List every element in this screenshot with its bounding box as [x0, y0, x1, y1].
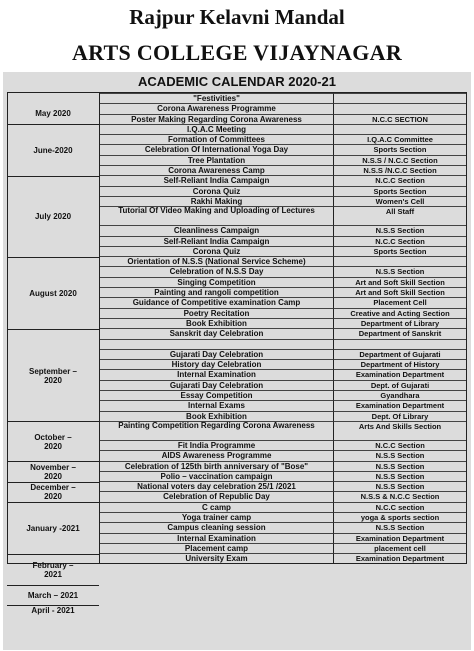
- section-cell: Dept. of Gujarati: [334, 380, 466, 390]
- event-cell: Gujarati Day Celebration: [100, 349, 334, 359]
- month-label: October – 2020: [7, 421, 99, 461]
- event-cell: Rakhi Making: [100, 196, 334, 206]
- section-cell: N.S.S Section: [334, 522, 466, 532]
- section-cell: Creative and Acting Section: [334, 308, 466, 318]
- section-cell: [334, 256, 466, 266]
- section-cell: Department of History: [334, 359, 466, 369]
- event-cell: Essay Competition: [100, 390, 334, 400]
- section-cell: Women's Cell: [334, 196, 466, 206]
- section-cell: Placement Cell: [334, 297, 466, 307]
- section-cell: Examination Department: [334, 400, 466, 410]
- section-cell: Examination Department: [334, 369, 466, 379]
- section-cell: All Staff: [334, 206, 466, 225]
- section-cell: N.S.S Section: [334, 450, 466, 460]
- event-cell: Book Exhibition: [100, 411, 334, 421]
- event-cell: Celebration Of International Yoga Day: [100, 144, 334, 154]
- event-cell: National voters day celebration 25/1 /2021: [100, 481, 334, 491]
- section-cell: Art and Soft Skill Section: [334, 277, 466, 287]
- event-cell: Formation of Committees: [100, 134, 334, 144]
- section-cell: [334, 339, 466, 349]
- section-cell: Gyandhara: [334, 390, 466, 400]
- section-cell: Dept. Of Library: [334, 411, 466, 421]
- section-cell: N.S.S / N.C.C Section: [334, 155, 466, 165]
- event-cell: Internal Examination: [100, 533, 334, 543]
- section-cell: Sports Section: [334, 246, 466, 256]
- event-cell: Celebration of Republic Day: [100, 491, 334, 501]
- section-cell: N.S.S Section: [334, 481, 466, 491]
- event-cell: Gujarati Day Celebration: [100, 380, 334, 390]
- event-cell: Corona Awareness Programme: [100, 103, 334, 113]
- section-cell: Sports Section: [334, 144, 466, 154]
- month-cell: [8, 93, 100, 103]
- section-cell: N.C.C Section: [334, 236, 466, 246]
- college-name: ARTS COLLEGE VIJAYNAGAR: [71, 40, 403, 65]
- event-cell: Corona Awareness Camp: [100, 165, 334, 175]
- event-cell: AIDS Awareness Programme: [100, 450, 334, 460]
- event-cell: Corona Quiz: [100, 246, 334, 256]
- event-cell: [100, 339, 334, 349]
- event-cell: Poetry Recitation: [100, 308, 334, 318]
- event-cell: "Festivities": [100, 93, 334, 103]
- event-cell: Poster Making Regarding Corona Awareness: [100, 114, 334, 124]
- section-cell: placement cell: [334, 543, 466, 553]
- event-cell: Painting Competition Regarding Corona Awareness: [100, 421, 334, 440]
- event-cell: Placement camp: [100, 543, 334, 553]
- section-cell: Department of Sanskrit: [334, 328, 466, 338]
- section-cell: [334, 93, 466, 103]
- section-cell: Examination Department: [334, 553, 466, 563]
- event-cell: Campus cleaning session: [100, 522, 334, 532]
- institution-name: Rajpur Kelavni Mandal: [129, 5, 345, 29]
- section-cell: N.S.S Section: [334, 461, 466, 471]
- event-cell: History day Celebration: [100, 359, 334, 369]
- section-cell: N.C.C SECTION: [334, 114, 466, 124]
- event-cell: Book Exhibition: [100, 318, 334, 328]
- month-label: March – 2021: [7, 585, 99, 606]
- event-cell: Corona Quiz: [100, 186, 334, 196]
- section-cell: N.S.S Section: [334, 471, 466, 481]
- calendar-photo: [3, 72, 471, 650]
- event-cell: Celebration of N.S.S Day: [100, 266, 334, 276]
- event-cell: Tree Plantation: [100, 155, 334, 165]
- section-cell: Department of Library: [334, 318, 466, 328]
- event-cell: University Exam: [100, 553, 334, 563]
- event-cell: Sanskrit day Celebration: [100, 328, 334, 338]
- event-cell: Painting and rangoli competition: [100, 287, 334, 297]
- section-cell: [334, 124, 466, 134]
- month-label: April - 2021: [7, 605, 99, 615]
- section-cell: N.C.C Section: [334, 175, 466, 185]
- event-cell: Self-Reliant India Campaign: [100, 175, 334, 185]
- section-cell: N.S.S Section: [334, 266, 466, 276]
- section-cell: Department of Gujarati: [334, 349, 466, 359]
- event-cell: Guidance of Competitive examination Camp: [100, 297, 334, 307]
- section-cell: Arts And Skills Section: [334, 421, 466, 440]
- section-cell: N.C.C section: [334, 502, 466, 512]
- section-cell: N.S.S /N.C.C Section: [334, 165, 466, 175]
- section-cell: [334, 103, 466, 113]
- event-cell: Orientation of N.S.S (National Service Scheme): [100, 256, 334, 266]
- event-cell: Cleanliness Campaign: [100, 225, 334, 235]
- month-label: February – 2021: [7, 554, 99, 585]
- event-cell: Fit India Programme: [100, 440, 334, 450]
- section-cell: Art and Soft Skill Section: [334, 287, 466, 297]
- event-cell: C camp: [100, 502, 334, 512]
- section-cell: yoga & sports section: [334, 512, 466, 522]
- event-cell: Tutorial Of Video Making and Uploading of Lectures: [100, 206, 334, 225]
- event-cell: Yoga trainer camp: [100, 512, 334, 522]
- section-cell: Examination Department: [334, 533, 466, 543]
- calendar-title: ACADEMIC CALENDAR 2020-21: [138, 74, 336, 89]
- section-cell: N.C.C Section: [334, 440, 466, 450]
- event-cell: Self-Reliant India Campaign: [100, 236, 334, 246]
- month-label: July 2020: [7, 176, 99, 257]
- event-cell: Polio – vaccination campaign: [100, 471, 334, 481]
- event-cell: Internal Examination: [100, 369, 334, 379]
- event-cell: Celebration of 125th birth anniversary of "Bose": [100, 461, 334, 471]
- section-cell: I.Q.A.C Committee: [334, 134, 466, 144]
- section-cell: N.S.S & N.C.C Section: [334, 491, 466, 501]
- event-cell: Internal Exams: [100, 400, 334, 410]
- month-label: November – 2020: [7, 461, 99, 482]
- event-cell: Singing Competition: [100, 277, 334, 287]
- month-label: June-2020: [7, 124, 99, 176]
- month-label: December – 2020: [7, 482, 99, 503]
- month-label: January -2021: [7, 502, 99, 554]
- section-cell: Sports Section: [334, 186, 466, 196]
- month-label: May 2020: [35, 109, 71, 119]
- month-label: September – 2020: [7, 329, 99, 422]
- month-label: August 2020: [7, 257, 99, 329]
- table-row: [8, 93, 466, 103]
- event-cell: I.Q.A.C Meeting: [100, 124, 334, 134]
- section-cell: N.S.S Section: [334, 225, 466, 235]
